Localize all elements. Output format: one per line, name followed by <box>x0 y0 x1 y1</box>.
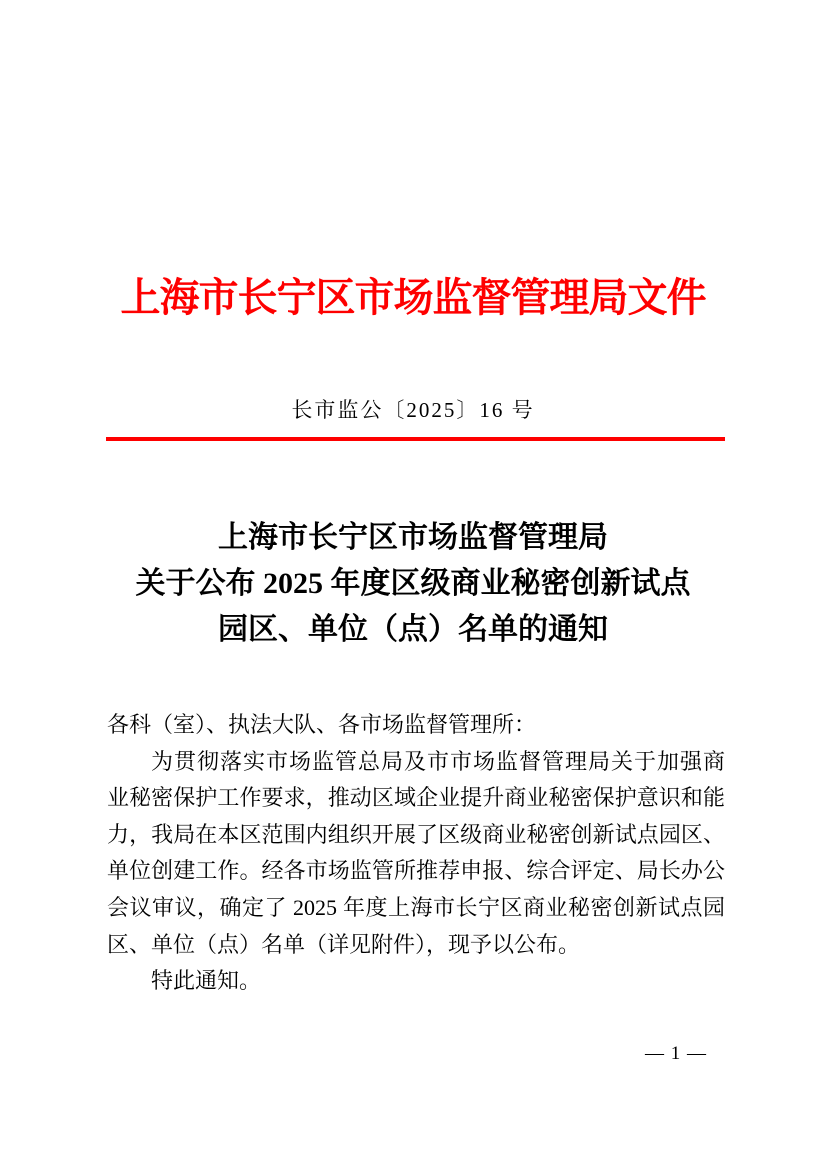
notice-body <box>107 707 725 1000</box>
body-line: 业秘密保护工作要求，推动区域企业提升商业秘密保护意识和能 <box>107 785 725 811</box>
body-line: 单位创建工作。经各市场监管所推荐申报、综合评定、局长办公 <box>107 858 725 884</box>
body-line: 区、单位（点）名单（详见附件），现予以公布。 <box>107 931 581 957</box>
notice-title-line-2: 关于公布 2025 年度区级商业秘密创新试点 <box>135 567 691 600</box>
notice-title <box>0 515 826 653</box>
page-number: — 1 — <box>645 1043 707 1064</box>
notice-title-line-3: 园区、单位（点）名单的通知 <box>218 613 608 646</box>
body-line: 为贯彻落实市场监管总局及市市场监督管理局关于加强商 <box>151 748 725 774</box>
body-salutation-line: 各科（室）、执法大队、各市场监督管理所： <box>107 712 537 737</box>
body-line: 力，我局在本区范围内组织开展了区级商业秘密创新试点园区、 <box>107 821 725 847</box>
document-reference-number: 长市监公〔2025〕16 号 <box>291 398 535 422</box>
body-line: 会议审议，确定了 2025 年度上海市长宁区商业秘密创新试点园 <box>107 894 725 920</box>
notice-title-line-1: 上海市长宁区市场监督管理局 <box>218 521 608 554</box>
red-divider-line <box>106 437 725 441</box>
body-closing-line: 特此通知。 <box>151 968 262 994</box>
agency-banner-title: 上海市长宁区市场监督管理局文件 <box>120 275 706 320</box>
